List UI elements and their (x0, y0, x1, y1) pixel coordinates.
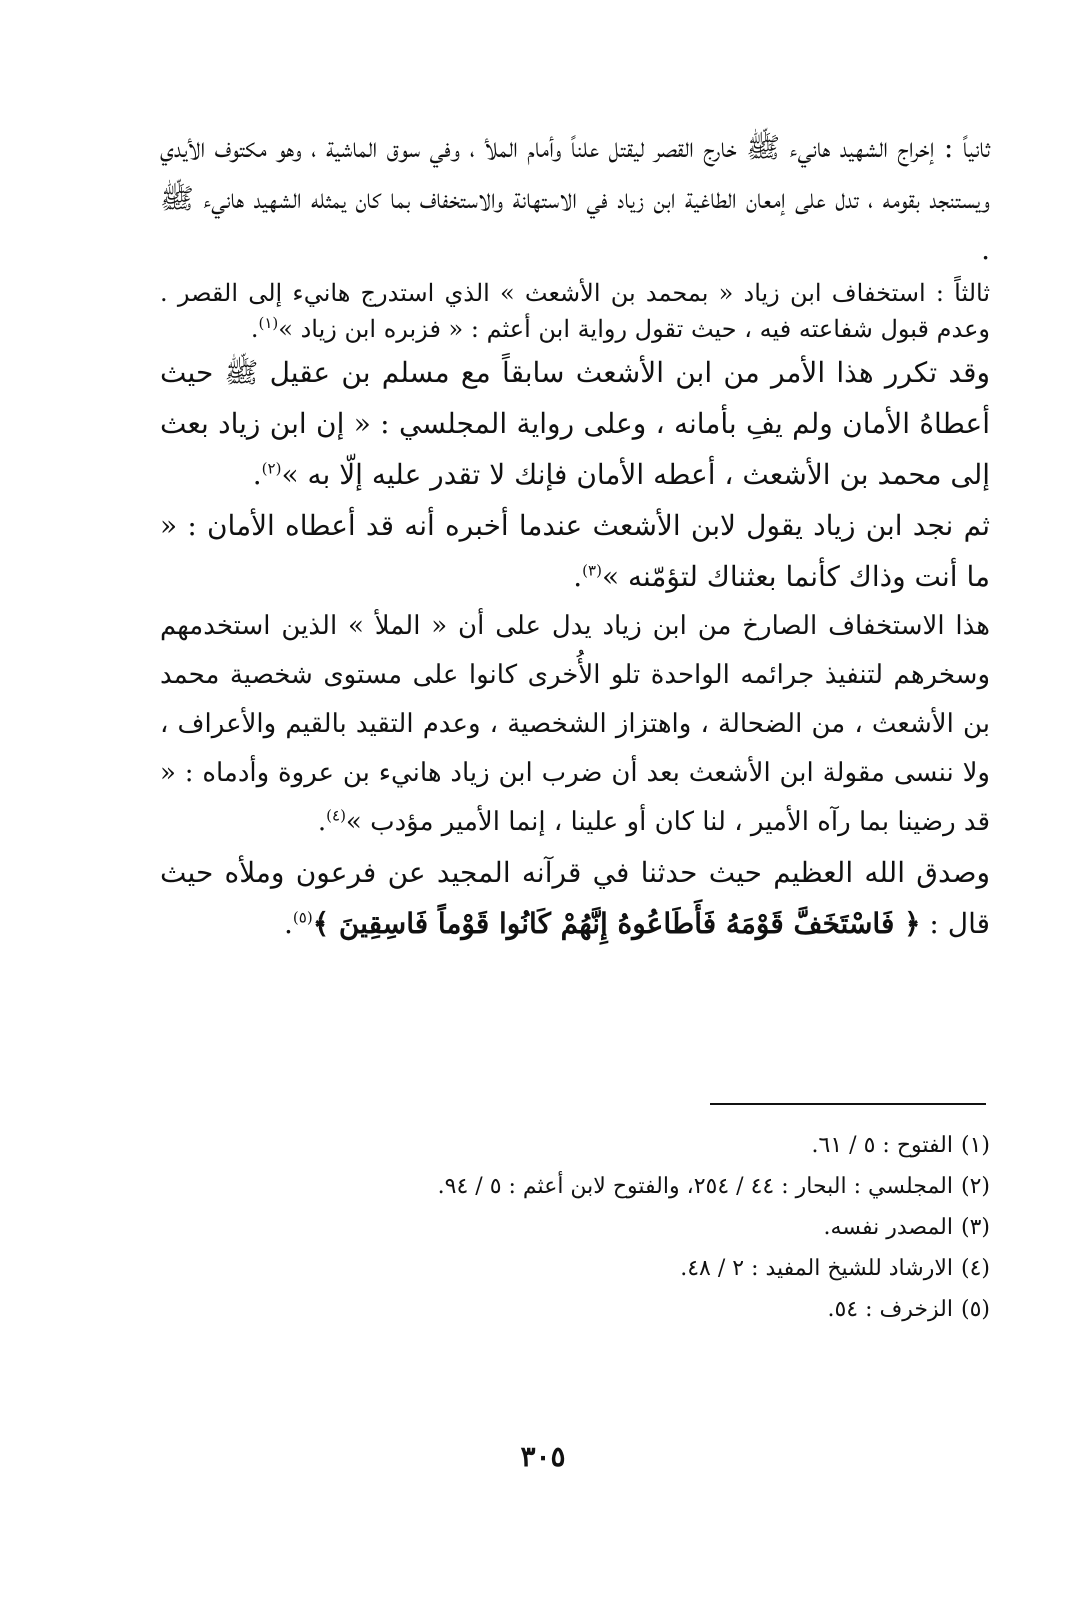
footnote-ref-5[interactable]: (٥) (292, 908, 313, 927)
footnote-divider (710, 1103, 986, 1105)
footnote-ref-1[interactable]: (١) (258, 314, 279, 332)
paragraph-ibn-ziyad-said-text: ثم نجد ابن زياد يقول لابن الأشعث عندما أخبره أنه قد أعطاه الأمان : « ما أنت وذاك كأنما بعثناك لتؤمّنه » (160, 509, 990, 593)
page-number: ٣٠٥ (520, 1440, 566, 1473)
footnote-text: الفتوح : ٥ / ٦١. (811, 1133, 953, 1158)
footnote-ref-2[interactable]: (٢) (261, 459, 282, 478)
paragraph-ibn-ziyad-said: ثم نجد ابن زياد يقول لابن الأشعث عندما أخبره أنه قد أعطاه الأمان : « ما أنت وذاك كأنما بعثناك لتؤمّنه »$^{(٣)}$. (160, 509, 990, 593)
paragraph-contempt: هذا الاستخفاف الصارخ من ابن زياد يدل على أن « الملأ » الذين استخدمهم وسخرهم لتنفيذ جرائمه الواحدة تلو الأُخرى كانوا على مستوى شخصية محمد بن الأشعث ، من الضحالة ، واهتزاز الشخصية ، وعدم التقيد بالقيم والأعراف ، ولا ننسى مقولة ابن الأشعث بعد أن ضرب ابن زياد هانيء بن عروة وأدماه : « قد رضينا بما رآه الأمير ، لنا كان أو علينا ، إنما الأمير مؤدب »$^{(٤)}$. (160, 611, 990, 837)
paragraph-secondly-text: ثانياً : إخراج الشهيد هانيء ﷺ خارج القصر ليقتل علناً وأمام الملأ ، وفي سوق الماشية ، وهو مكتوف الأيدي ويستنجد بقومه ، تدل على إمعان الطاغية ابن زياد في الاستهانة والاستخفاف بما كان يمثله الشهيد هانيء ﷺ . (160, 131, 990, 266)
footnote-ref-4[interactable]: (٤) (326, 806, 346, 825)
paragraph-quran: وصدق الله العظيم حيث حدثنا في قرآنه المجيد عن فرعون وملأه حيث قال : ﴿ فَاسْتَخَفَّ قَوْمَهُ فَأَطَاعُوهُ إِنَّهُمْ كَانُوا قَوْماً فَاسِقِينَ ﴾$^{(٥)}$. (160, 856, 990, 940)
paragraph-contempt-text: هذا الاستخفاف الصارخ من ابن زياد يدل على أن « الملأ » الذين استخدمهم وسخرهم لتنفيذ جرائمه الواحدة تلو الأُخرى كانوا على مستوى شخصية محمد بن الأشعث ، من الضحالة ، واهتزاز الشخصية ، وعدم التقيد بالقيم والأعراف ، ولا ننسى مقولة ابن الأشعث بعد أن ضرب ابن زياد هانيء بن عروة وأدماه : « قد رضينا بما رآه الأمير ، لنا كان أو علينا ، إنما الأمير مؤدب » (160, 611, 990, 837)
paragraph-repetition: وقد تكرر هذا الأمر من ابن الأشعث سابقاً مع مسلم بن عقيل ﷺ حيث أعطاهُ الأمان ولم يفِ بأمانه ، وعلى رواية المجلسي : « إن ابن زياد بعث إلى محمد بن الأشعث ، أعطه الأمان فإنك لا تقدر عليه إلّا به »$^{(٢)}$. (160, 356, 990, 491)
footnote-text: الزخرف : ٥٤. (827, 1297, 953, 1322)
footnote-text: الارشاد للشيخ المفيد : ٢ / ٤٨. (680, 1256, 953, 1281)
footnotes-list (160, 1125, 990, 1330)
footnote-4 (160, 1248, 990, 1289)
footnote-3 (160, 1207, 990, 1248)
footnote-5 (160, 1289, 990, 1330)
footnote-1 (160, 1125, 990, 1166)
paragraph-thirdly-text: ثالثاً : استخفاف ابن زياد « بمحمد بن الأشعث » الذي استدرج هانيء إلى القصر . وعدم قبول شفاعته فيه ، حيث تقول رواية ابن أعثم : « فزبره ابن زياد » (160, 279, 990, 343)
body-text (160, 122, 990, 949)
footnote-number: (٢) (960, 1174, 990, 1199)
footnote-text: المجلسي : البحار : ٤٤ / ٢٥٤، والفتوح لابن أعثم : ٥ / ٩٤. (437, 1174, 953, 1199)
footnote-number: (٣) (960, 1215, 990, 1240)
footnote-2 (160, 1166, 990, 1207)
footnote-text: المصدر نفسه. (823, 1215, 953, 1240)
quran-verse: ﴿ فَاسْتَخَفَّ قَوْمَهُ فَأَطَاعُوهُ إِنَّهُمْ كَانُوا قَوْماً فَاسِقِينَ ﴾ (312, 907, 921, 940)
footnote-number: (٥) (960, 1297, 990, 1322)
footnote-number: (٤) (960, 1256, 990, 1281)
paragraph-quran-intro: وصدق الله العظيم حيث حدثنا في قرآنه المجيد عن فرعون وملأه حيث قال : (160, 856, 990, 940)
footnote-ref-3[interactable]: (٣) (582, 561, 602, 580)
paragraph-thirdly: ثالثاً : استخفاف ابن زياد « بمحمد بن الأشعث » الذي استدرج هانيء إلى القصر . وعدم قبول شفاعته فيه ، حيث تقول رواية ابن أعثم : « فزبره ابن زياد »$^{(١)}$. (160, 279, 990, 343)
footnote-number: (١) (960, 1133, 990, 1158)
paragraph-repetition-text: وقد تكرر هذا الأمر من ابن الأشعث سابقاً مع مسلم بن عقيل ﷺ حيث أعطاهُ الأمان ولم يفِ بأمانه ، وعلى رواية المجلسي : « إن ابن زياد بعث إلى محمد بن الأشعث ، أعطه الأمان فإنك لا تقدر عليه إلّا به » (160, 356, 990, 491)
paragraph-secondly (160, 122, 990, 275)
